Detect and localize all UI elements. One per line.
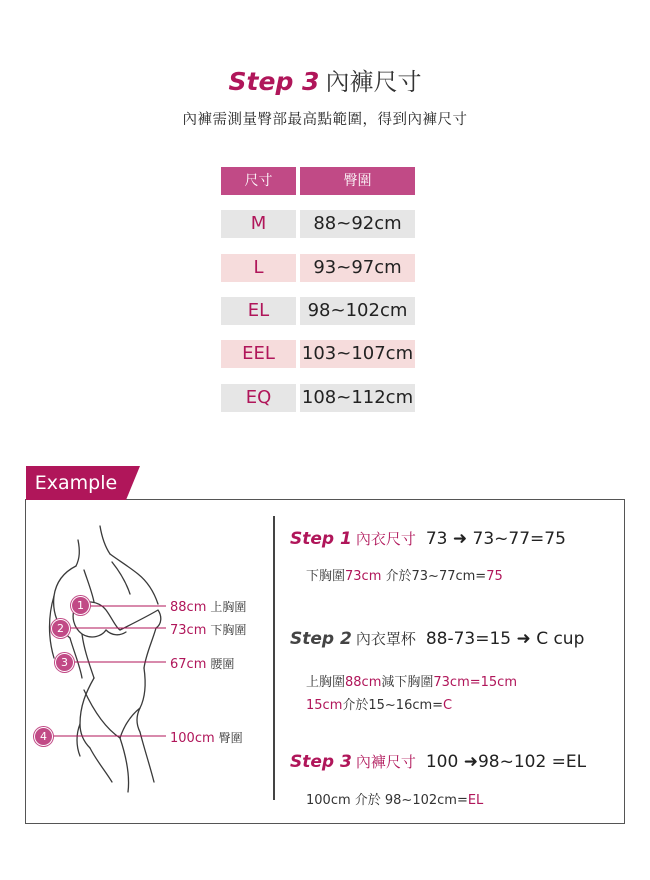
measurement-waist xyxy=(170,655,234,672)
note-text: 減下胸圍 xyxy=(381,675,434,690)
marker-1: 1 xyxy=(72,597,89,614)
example-tab-label: Example xyxy=(34,472,118,494)
table-header-size: 尺寸 xyxy=(221,167,296,195)
page-subtitle: 內褲需測量臀部最高點範圍，得到內褲尺寸 xyxy=(182,112,468,128)
step-label: Step 2 xyxy=(290,629,352,649)
note-highlight: 15cm xyxy=(306,698,343,713)
table-cell-size: EL xyxy=(221,297,296,325)
table-cell-size: EQ xyxy=(221,384,296,412)
arrow-right-icon: ➜ xyxy=(516,629,531,649)
note-highlight: 88cm xyxy=(345,675,382,690)
measurement-label: 臀圍 xyxy=(218,731,243,745)
marker-4: 4 xyxy=(35,728,52,745)
table-cell-size: L xyxy=(221,254,296,282)
measurement-upper-bust xyxy=(170,598,246,615)
table-header-hip: 臀圍 xyxy=(300,167,415,195)
measurement-label: 腰圍 xyxy=(210,657,235,671)
step-name: 內褲尺寸 xyxy=(355,753,416,771)
step-label: Step 3 xyxy=(290,752,352,772)
title-step-label: Step 3 xyxy=(228,67,320,96)
note-text: 上胸圍 xyxy=(306,675,346,690)
measurement-label: 上胸圍 xyxy=(210,600,247,614)
step-calc-b: C cup xyxy=(536,629,585,649)
example-step-2-note xyxy=(306,671,517,690)
example-step-3 xyxy=(290,751,586,772)
example-step-1 xyxy=(290,528,566,549)
table-cell-hip: 93~97cm xyxy=(300,254,415,282)
page-title xyxy=(0,62,650,97)
example-step-3-note xyxy=(306,789,483,808)
measurement-value: 100cm xyxy=(170,731,215,746)
note-highlight: 75 xyxy=(486,569,503,584)
measurement-value: 67cm xyxy=(170,657,207,672)
step-calc-b: 73~77=75 xyxy=(472,529,566,549)
note-highlight: C xyxy=(443,698,453,713)
step-calc-a: 73 xyxy=(425,529,448,549)
arrow-right-icon: ➜ xyxy=(463,752,478,772)
step-label: Step 1 xyxy=(290,529,352,549)
table-cell-hip: 103~107cm xyxy=(300,340,415,368)
measurement-label: 下胸圍 xyxy=(210,623,247,637)
example-divider xyxy=(273,516,275,800)
measurement-value: 88cm xyxy=(170,600,207,615)
measurement-hip xyxy=(170,729,243,746)
table-cell-size: M xyxy=(221,210,296,238)
arrow-right-icon: ➜ xyxy=(452,529,468,549)
note-highlight: 73cm=15cm xyxy=(433,675,517,690)
example-step-2-note-2 xyxy=(306,694,452,713)
note-text: 下胸圍 xyxy=(306,569,346,584)
step-calc-a: 88-73=15 xyxy=(425,629,512,649)
title-step-name: 內褲尺寸 xyxy=(325,68,422,96)
example-step-1-note xyxy=(306,565,503,584)
table-cell-hip: 98~102cm xyxy=(300,297,415,325)
note-text: 100cm 介於 98~102cm= xyxy=(306,793,468,808)
step-name: 內衣尺寸 xyxy=(355,530,416,548)
note-highlight: 73cm xyxy=(345,569,382,584)
table-cell-hip: 108~112cm xyxy=(300,384,415,412)
step-name: 內衣罩杯 xyxy=(355,630,416,648)
marker-2: 2 xyxy=(52,620,69,637)
note-highlight: EL xyxy=(467,793,484,808)
table-cell-hip: 88~92cm xyxy=(300,210,415,238)
example-step-2 xyxy=(290,628,584,649)
note-text: 介於15~16cm= xyxy=(342,698,444,713)
measurement-value: 73cm xyxy=(170,623,207,638)
marker-3: 3 xyxy=(56,654,73,671)
step-calc-a: 100 xyxy=(425,752,459,772)
step-calc-b: 98~102 =EL xyxy=(477,752,587,772)
measurement-under-bust xyxy=(170,621,246,638)
table-cell-size: EEL xyxy=(221,340,296,368)
note-text: 介於73~77cm= xyxy=(381,569,487,584)
